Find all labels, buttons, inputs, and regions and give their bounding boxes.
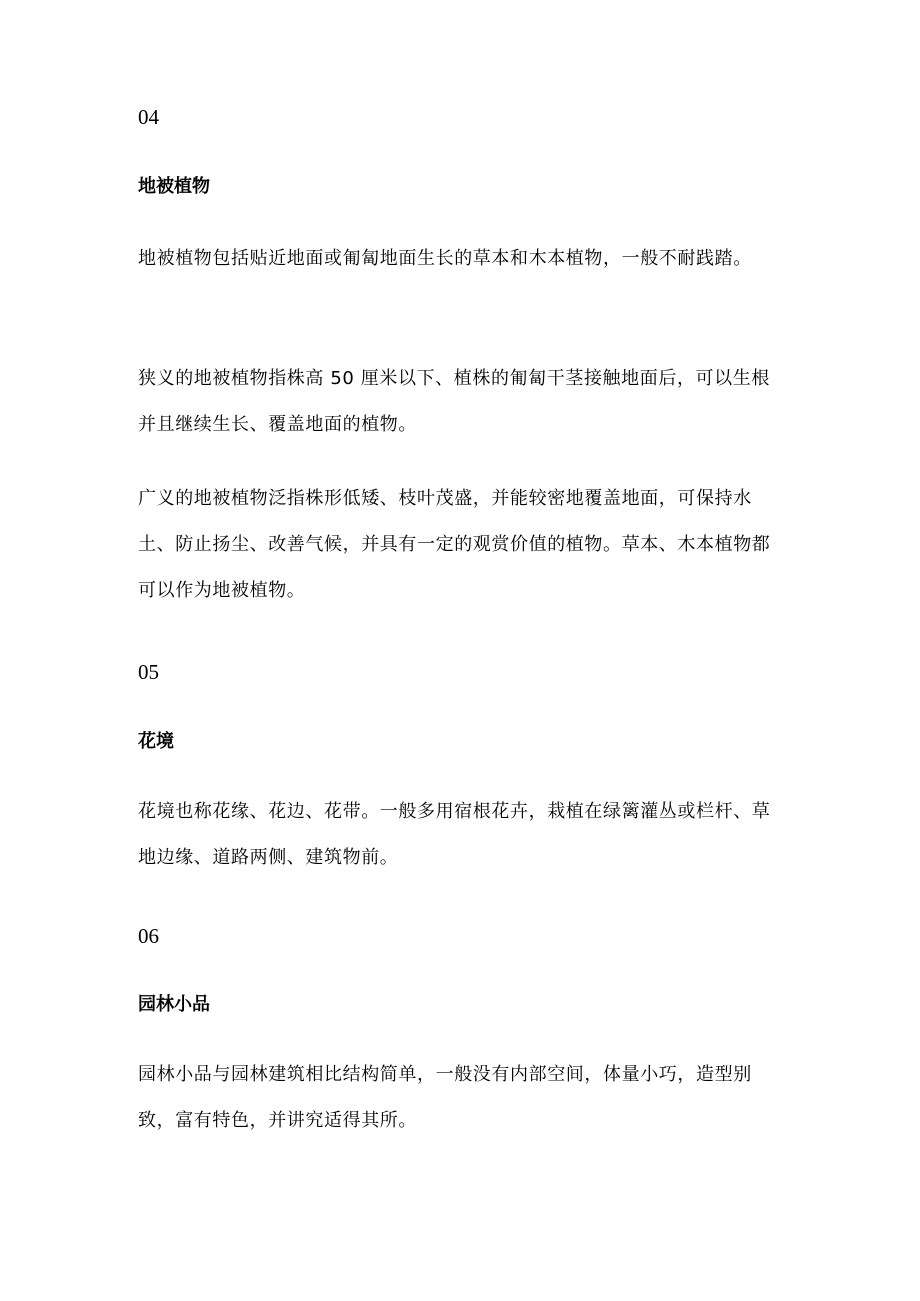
paragraph: 花境也称花缘、花边、花带。一般多用宿根花卉，栽植在绿篱灌丛或栏杆、草地边缘、道路两侧、建筑物前。 <box>138 801 771 868</box>
paragraph: 广义的地被植物泛指株形低矮、枝叶茂盛，并能较密地覆盖地面，可保持水土、防止扬尘、改善气候，并具有一定的观赏价值的植物。草本、木本植物都可以作为地被植物。 <box>138 488 771 601</box>
paragraph: 园林小品与园林建筑相比结构简单，一般没有内部空间，体量小巧，造型别致，富有特色，并讲究适得其所。 <box>138 1064 752 1131</box>
section-title: 花境 <box>138 731 174 752</box>
section-number: 05 <box>138 660 159 684</box>
section-number: 04 <box>138 105 159 129</box>
paragraph: 地被植物包括贴近地面或匍匐地面生长的草本和木本植物，一般不耐践踏。 <box>138 248 752 269</box>
section-title: 园林小品 <box>138 994 210 1015</box>
paragraph: 狭义的地被植物指株高 50 厘米以下、植株的匍匐干茎接触地面后，可以生根并且继续生长、覆盖地面的植物。 <box>138 368 770 435</box>
section-title: 地被植物 <box>138 176 210 197</box>
section-number: 06 <box>138 924 159 948</box>
